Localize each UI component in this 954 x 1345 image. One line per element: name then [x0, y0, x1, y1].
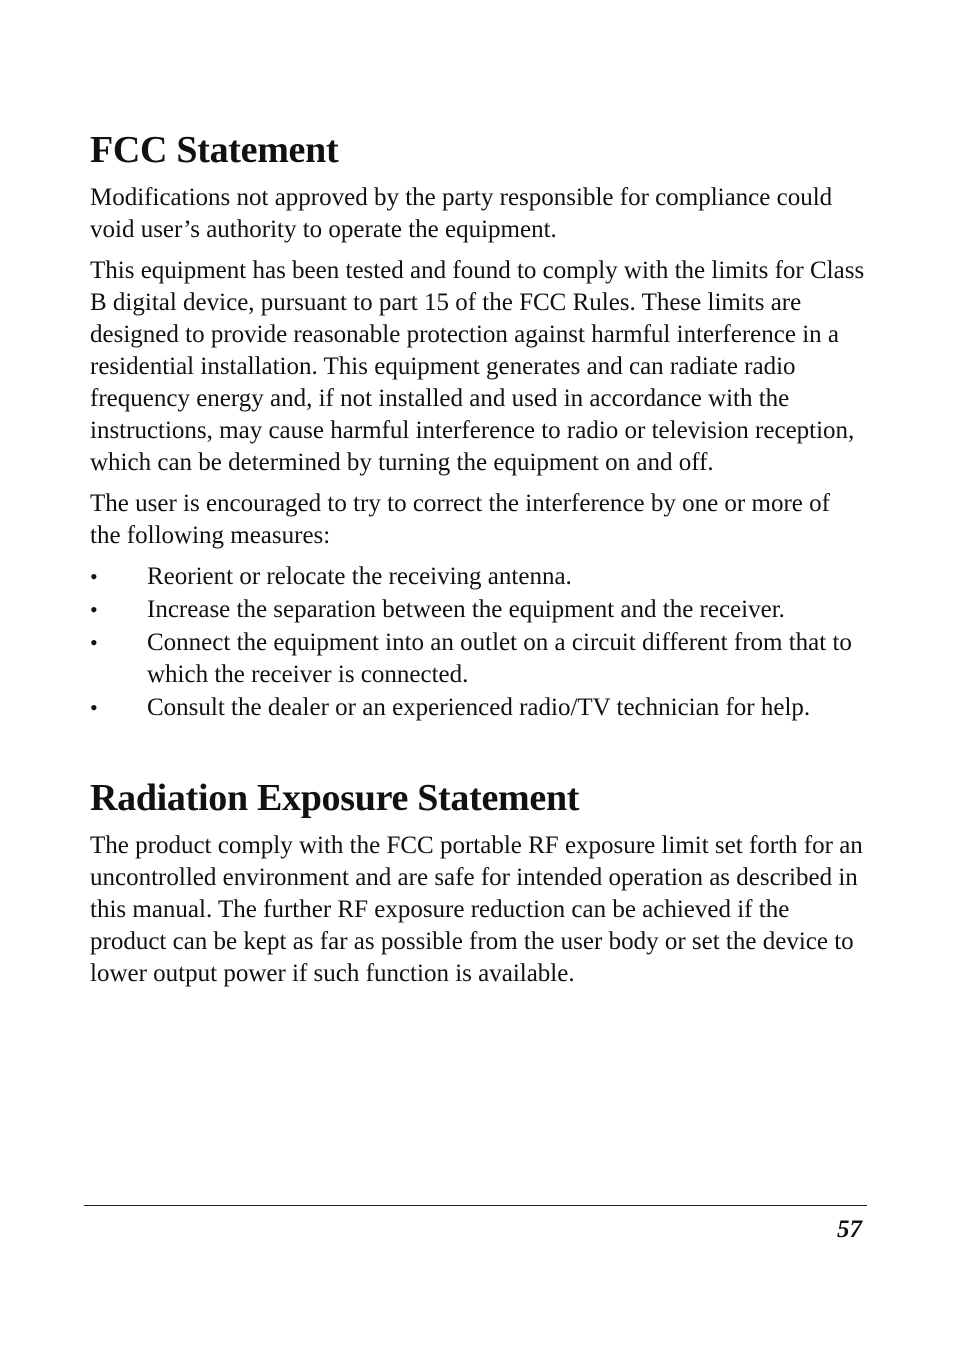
list-item	[90, 692, 865, 724]
footer-divider	[84, 1205, 867, 1206]
list-item-text: Reorient or relocate the receiving antenna.	[147, 563, 572, 590]
radiation-exposure-heading: Radiation Exposure Statement	[90, 777, 580, 819]
page-content	[90, 128, 865, 999]
fcc-statement-heading: FCC Statement	[90, 129, 339, 171]
list-item-text: Connect the equipment into an outlet on a circuit different from that to which the receiver is connected.	[147, 629, 852, 688]
list-item-text: Consult the dealer or an experienced radio/TV technician for help.	[147, 694, 811, 721]
fcc-paragraph-measures-intro: The user is encouraged to try to correct the interference by one or more of the following measures:	[90, 490, 830, 549]
list-item-text: Increase the separation between the equipment and the receiver.	[147, 596, 785, 623]
bullet-icon: •	[90, 597, 98, 622]
list-item	[90, 561, 865, 593]
fcc-paragraph-compliance: This equipment has been tested and found to comply with the limits for Class B digital device, pursuant to part 15 of the FCC Rules. These limits are designed to provide reasonable protection against harmful interference in a residential installation. This equipment generates and can radiate radio frequency energy and, if not installed and used in accordance with the instructions, may cause harmful interference to radio or television reception, which can be determined by turning the equipment on and off.	[90, 257, 865, 476]
measures-list	[90, 561, 865, 724]
page-number: 57	[837, 1216, 862, 1243]
radiation-paragraph: The product comply with the FCC portable RF exposure limit set forth for an uncontrolled environment and are safe for intended operation as described in this manual. The further RF exposure reduction can be achieved if the product can be kept as far as possible from the user body or set the device to lower output power if such function is available.	[90, 832, 863, 987]
bullet-icon: •	[90, 564, 98, 589]
bullet-icon: •	[90, 695, 98, 720]
list-item	[90, 627, 865, 691]
fcc-paragraph-modifications: Modifications not approved by the party responsible for compliance could void user’s authority to operate the equipment.	[90, 184, 833, 243]
bullet-icon: •	[90, 630, 98, 655]
list-item	[90, 594, 865, 626]
